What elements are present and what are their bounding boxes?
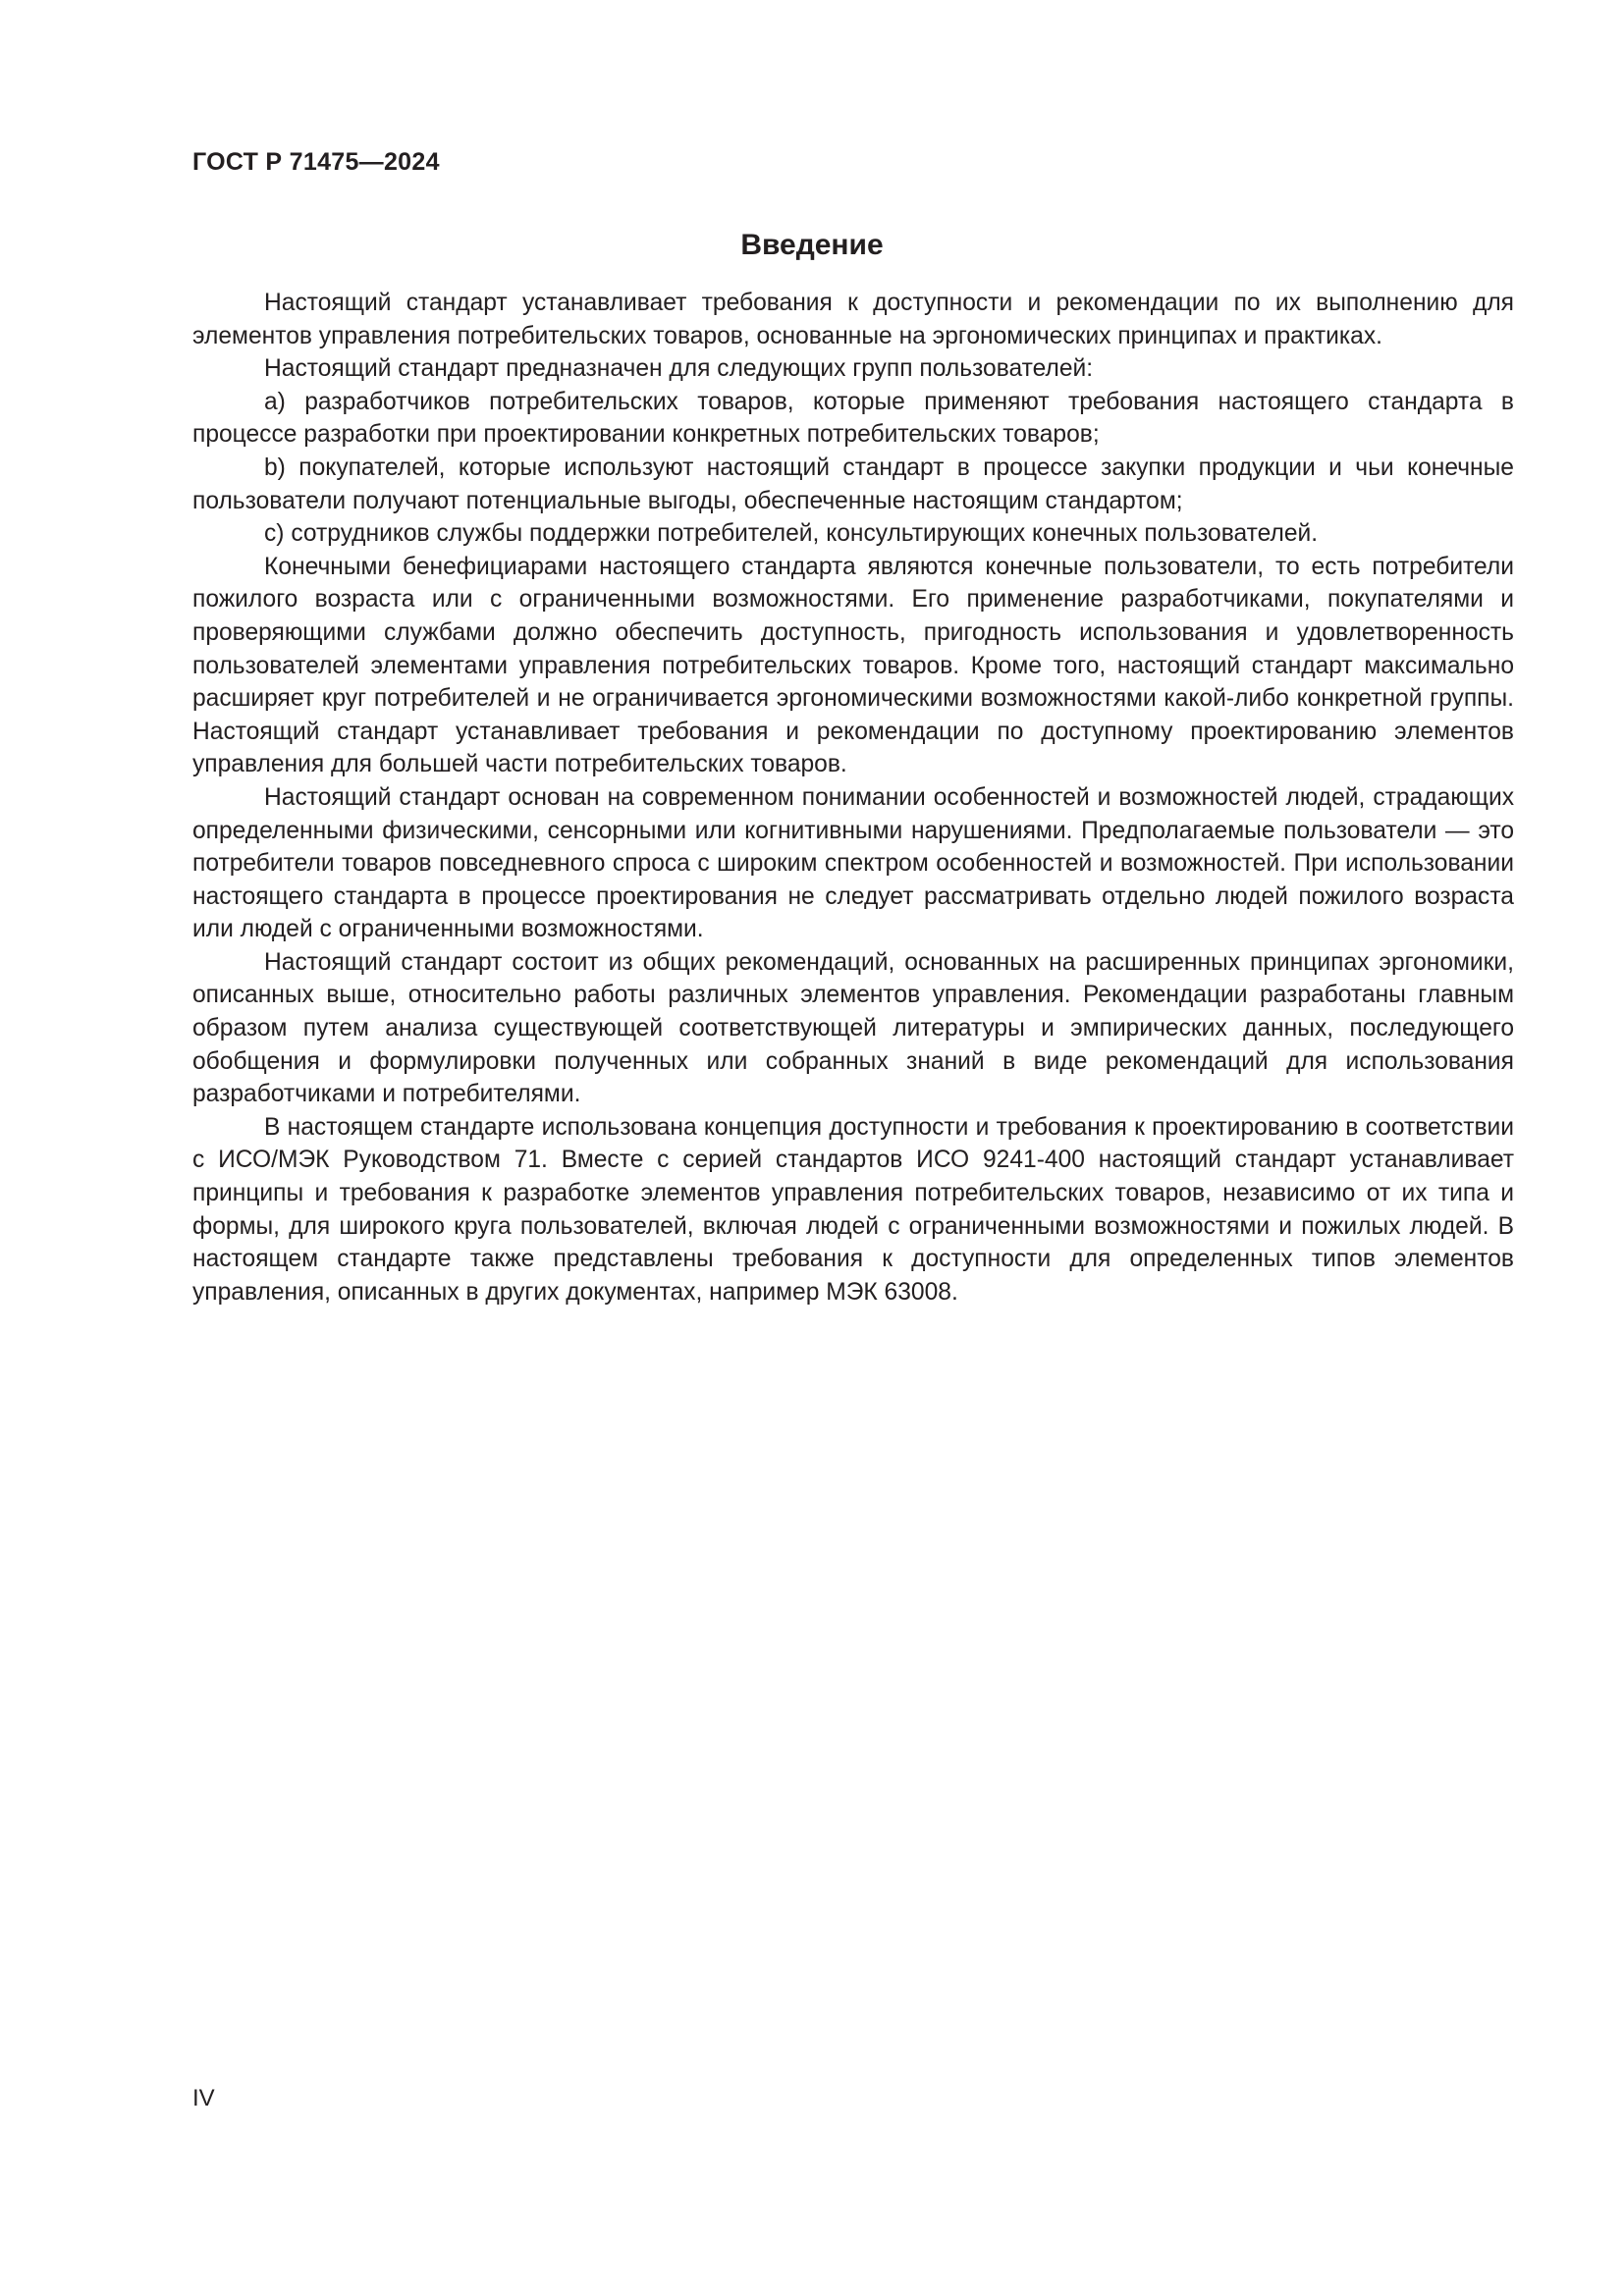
paragraph-intro: Настоящий стандарт устанавливает требования к доступности и рекомендации по их выполнению для элементов управления потребительских товаров, основанные на эргономических принципах и практиках. xyxy=(192,290,1514,349)
paragraph-basis: Настоящий стандарт основан на современном понимании особенностей и возможностей людей, страдающих определенными физическими, сенсорными или когнитивными нарушениями. Предполагаемые пользователи — это потребители товаров повседневного спроса с широким спектром особенностей и возможностей. При использовании настоящего стандарта в процессе проектирования не следует рассматривать отдельно людей пожилого возраста или людей с ограниченными возможностями. xyxy=(192,783,1514,943)
paragraph-user-groups: Настоящий стандарт предназначен для следующих групп пользователей: xyxy=(264,355,1094,383)
paragraph-composition: Настоящий стандарт состоит из общих рекомендаций, основанных на расширенных принципах эргономики, описанных выше, относительно работы различных элементов управления. Рекомендации разработаны главным образом путем анализа существующей соответствующей литературы и эмпирических данных, последующего обобщения и формулировки полученных или собранных знаний в виде рекомендаций для использования разработчиками и потребителями. xyxy=(192,948,1514,1108)
document-header: ГОСТ Р 71475—2024 xyxy=(192,148,440,176)
list-item-c: c) сотрудников службы поддержки потребителей, консультирующих конечных пользователей. xyxy=(264,520,1319,548)
page-title: Введение xyxy=(740,229,884,261)
paragraph-beneficiaries: Конечными бенефициарами настоящего стандарта являются конечные пользователи, то есть потребители пожилого возраста или с ограниченными возможностями. Его применение разработчиками, покупателями и проверяющими службами должно обеспечить доступность, пригодность использования и удовлетворенность пользователей элементами управления потребительских товаров. Кроме того, настоящий стандарт максимально расширяет круг потребителей и не ограничивается эргономическими возможностями какой-либо конкретной группы. Настоящий стандарт устанавливает требования и рекомендации по доступному проектированию элементов управления для большей части потребительских товаров. xyxy=(192,553,1514,778)
page-number: IV xyxy=(192,2085,215,2111)
list-item-a: a) разработчиков потребительских товаров, которые применяют требования настоящего стандарта в процессе разработки при проектировании конкретных потребительских товаров; xyxy=(192,388,1514,449)
document-body xyxy=(192,287,1514,1308)
list-item-b: b) покупателей, которые используют настоящий стандарт в процессе закупки продукции и чьи конечные пользователи получают потенциальные выгоды, обеспеченные настоящим стандартом; xyxy=(192,454,1514,514)
paragraph-accessibility-concept: В настоящем стандарте использована концепция доступности и требования к проектированию в соответствии с ИСО/МЭК Руководством 71. Вместе с серией стандартов ИСО 9241-400 настоящий стандарт устанавливает принципы и требования к разработке элементов управления потребительских товаров, независимо от их типа и формы, для широкого круга пользователей, включая людей с ограниченными возможностями и пожилых людей. В настоящем стандарте также представлены требования к доступности для определенных типов элементов управления, описанных в других документах, например МЭК 63008. xyxy=(192,1113,1514,1306)
